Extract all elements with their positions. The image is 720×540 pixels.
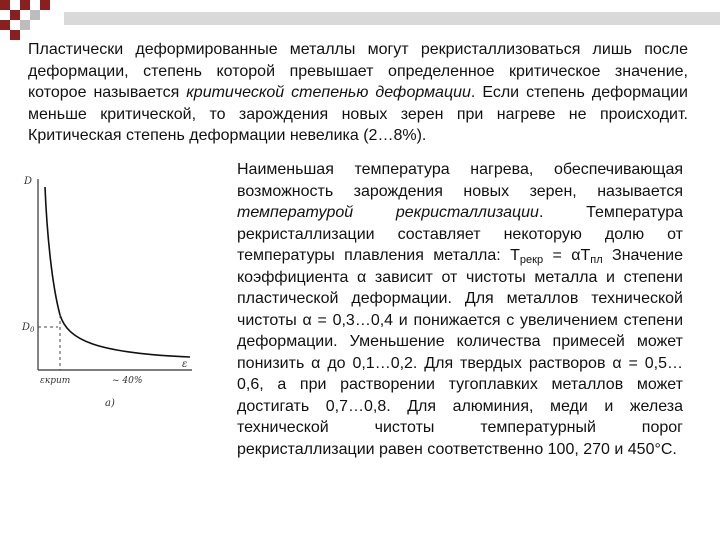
- alpha-symbol: α: [357, 268, 367, 286]
- grain-size-deformation-graph: [20, 165, 230, 410]
- alpha-symbol: α: [612, 354, 622, 372]
- term-recrystallization-temperature: температурой рекристаллизации: [237, 204, 539, 221]
- alpha-symbol: α: [302, 311, 312, 329]
- alpha-symbol: α: [571, 247, 581, 264]
- corner-square: [10, 30, 20, 40]
- body-text: =: [543, 247, 572, 264]
- grain-size-curve: [45, 187, 190, 357]
- corner-square: [20, 20, 30, 30]
- intro-paragraph: [28, 39, 688, 147]
- body-text: = 0,5…0,6, а при растворении тугоплавких металлов может достигать 0,7…0,8. Для алюминия, меди и железа технической чистоты температурный порог рекристаллизации равен соответственно 100, 270 и 450°С.: [237, 354, 683, 458]
- body-text: = 0,3…0,4 и понижается с увеличением степени деформации. Уменьшение количества примесей может понизить: [237, 311, 683, 372]
- strain-range-label: ~ 40%: [112, 376, 143, 386]
- decorative-corner-pattern: [0, 0, 60, 40]
- subscript-rekr: рекр: [519, 254, 544, 266]
- body-text: зависит от чистоты металла и степени пластической деформации. Для металлов технической чистоты: [237, 268, 683, 329]
- corner-square: [0, 20, 10, 30]
- y-axis-label: D: [24, 176, 33, 187]
- recrystallization-paragraph: [237, 159, 683, 460]
- intro-text: . Если степень деформации меньше критической, то зарождения новых зерен при нагреве не происходит. Критическая степень деформации невелика (2…8%).: [28, 84, 688, 144]
- body-text: Значение коэффициента: [237, 247, 683, 286]
- corner-square: [40, 0, 50, 10]
- body-text: Наименьшая температура нагрева, обеспечивающая возможность зарождения новых зерен, называется: [237, 161, 683, 200]
- body-text: Т: [580, 247, 591, 264]
- x-axis-label: ε: [182, 359, 188, 370]
- figure-caption: а): [105, 398, 115, 409]
- subscript-pl: пл: [590, 254, 603, 266]
- corner-square: [20, 0, 30, 10]
- alpha-symbol: α: [311, 354, 321, 372]
- corner-square: [30, 10, 40, 20]
- body-text: . Температура рекристаллизации составляет некоторую долю от температуры плавления металла: Т: [237, 204, 683, 264]
- body-text: до 0,1…0,2. Для твердых растворов: [320, 354, 613, 372]
- critical-strain-label: εкрит: [40, 376, 71, 386]
- corner-square: [10, 10, 20, 20]
- d0-label: $D_0$: [22, 322, 35, 334]
- top-decorative-rule: [64, 12, 720, 25]
- term-critical-deformation: критической степенью деформации: [186, 84, 471, 101]
- corner-square: [0, 0, 10, 10]
- intro-text: Пластически деформированные металлы могут рекристаллизоваться лишь после деформации, степень которой превышает определенное критическое значение, которое называется: [28, 41, 688, 101]
